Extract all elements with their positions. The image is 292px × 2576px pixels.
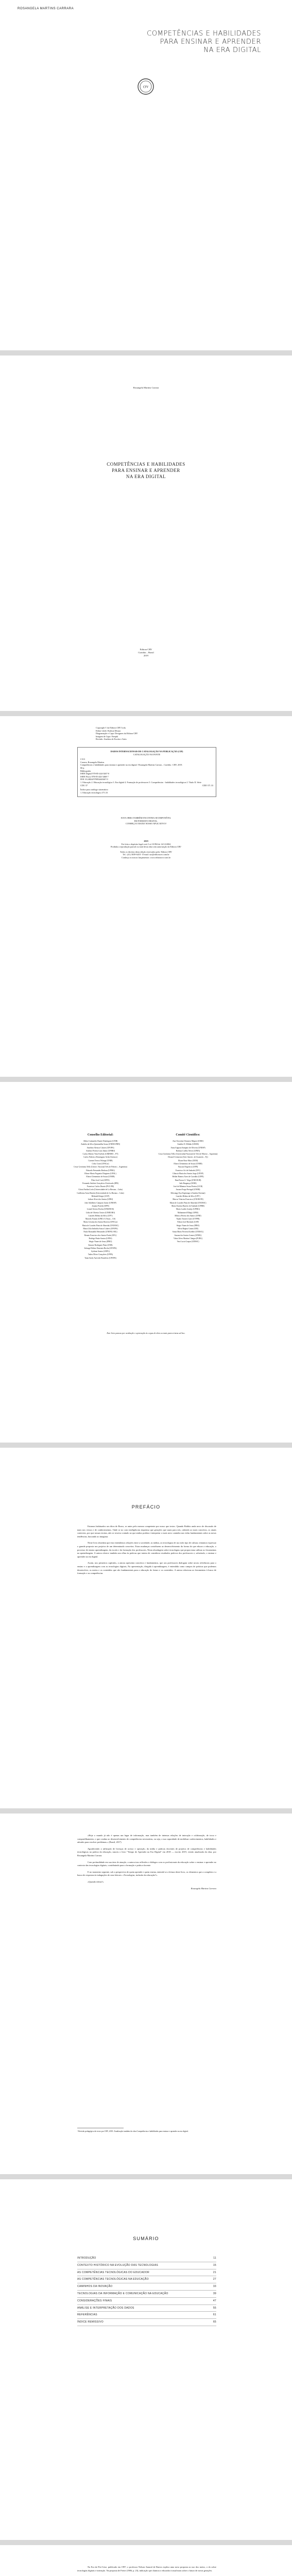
credits (96, 726, 138, 741)
board-member: Renato Francisco dos Santos Paula (UFG) (84, 1234, 117, 1236)
board-member: Jailson Alves dos Santos (UFRJ) (88, 1198, 113, 1201)
cip-line: Competências e habilidades para ensinar e aprender na era digital / Rosangela Martins Carrara – Curitiba : CRV, 2019. (80, 764, 183, 767)
board-member: Paulo Romualdo Hernandes (UNIFAL-MG) (83, 1231, 117, 1233)
board-member: Maria de Lourdes Pinto de Almeida (UNOESC) (169, 1201, 207, 1204)
toc-entry-label: ÍNDICE REMISSIVO (77, 2320, 104, 2324)
cip-index: 1. Educação tecnológica 371.33 (80, 791, 108, 794)
board-member: Leonel Severo Rocha (UNISINOS) (87, 1208, 114, 1211)
cip-line: C313 (80, 758, 85, 761)
toc-divider (77, 2318, 216, 2319)
cover-author: ROSANGELA MARTINS CARRARA (18, 7, 74, 10)
toc-entry-page: 11 (213, 2257, 216, 2260)
digital-line: EM FORMATO DIGITAL. (134, 819, 158, 822)
credit-line: Imagem de Capa: Freepik (96, 735, 118, 738)
board-member: Inês Bragança (UERJ) (179, 1182, 197, 1184)
toc-entry-page: 55 (213, 2306, 216, 2310)
cover-title (107, 30, 261, 55)
credit-line: Copyright © da Editora CRV Ltda. (96, 726, 126, 729)
board-member: Ana Chrystina Venancio Mignot (UERJ) (173, 1140, 203, 1142)
toc-entry-label: AS COMPETÊNCIAS TECNOLÓGICAS DO EDUCADOR (77, 2270, 149, 2274)
cip-body (80, 758, 213, 794)
preface-title: PREFÁCIO (131, 1504, 161, 1510)
board-member: Vera Lucia Gaspar (UDESC) (177, 1241, 199, 1243)
credit-line: Editor-chefe: Railson Moura (96, 729, 121, 732)
board-member: Silvia Regina Canan (URI) (177, 1228, 199, 1230)
toc-divider (77, 2304, 216, 2305)
board-member: Élsio José Corá (UFFS) (91, 1179, 110, 1181)
intro-paragraph: Na Era da Pós-Crise, publicado em 1997, o professor Nelson Amaral de Barros explica uma nova proposta ao uso dos meios, o do sobre tecnologias digitais e interação. Na proposta de Freire (1986, p. 23), indicação que chamou o educador à atual mais sobre o futuro de novas gerações. (77, 2566, 216, 2572)
toc-entry-page: 27 (213, 2278, 216, 2281)
cover-page (0, 0, 292, 350)
toc-entry-page: 15 (213, 2263, 216, 2267)
preface-paragraph: Neste livro abordam que esta entendemos relações entre a sociedade, as mídias, as tecnologias de uso todo tipo de cultura, tentamos expressar o grande proposta nos projetos de um determinado conceitos. Estas mudanças contribuem ao desenvolvimento da forma do que educar a educação, o processo de ensino aprendizagem, da escola e da formação dos professores, Nesta abordagem sobre tecnologias que proporciona utilizar as ferramentas na aprendizagem. A autora oferece também um olhar às práticas que tratem de considerar resultados práticos dos professores e, sobretudo, o ensinar e aprender na era digital. (77, 1541, 216, 1558)
board-member: Lídia de Oliveira Xavier (UNIEURO) (85, 1211, 115, 1214)
preface-continued-page (0, 1814, 292, 2174)
board-member: Maria Lília Imbiriba Sousa Colares (UFOPA) (83, 1228, 118, 1230)
cip-line: 1. Educação 2. Educação tecnológica 3. Era digital 4. Formação de professores 5. Competências - habilidades tecnológicas I. Título II. Série (80, 781, 201, 784)
toc-entry-label: CAMINHOS DA INOVAÇÃO (77, 2285, 113, 2289)
legal-notice (0, 840, 292, 859)
board-member: Maria Cristina dos Santos Bezerra (UFSCar) (83, 1221, 118, 1224)
board-member: Tadeu Oliver Gonçalves (UFPA) (88, 1253, 113, 1256)
toc-entry-page: 33 (213, 2285, 216, 2289)
board-member: Elizeu Clementino de Souza (UNEB) (86, 1176, 115, 1178)
toc-entry-label: REFERÊNCIAS (77, 2313, 97, 2317)
board-member: Vânia Alves Martins Chaigar (FURG) (173, 1237, 203, 1240)
toc-entry[interactable] (77, 2271, 216, 2275)
board-member: Diosnel Centurion (Univ Americ. de Asunción – Py) (168, 1156, 208, 1159)
board-member: José de Ribamar Sousa Pereira (UCB) (173, 1185, 203, 1188)
editorial-board-page (0, 1082, 292, 1443)
title-page-author: Rosangela Martins Carrara (133, 386, 159, 389)
toc-title: SUMÁRIO (133, 2236, 159, 2241)
board-member: Sérgio Nunes de Jesus (IFRO) (89, 1241, 112, 1243)
board-member: Andréia N. Militão (UEMS) (177, 1143, 199, 1146)
preface-signature: Rosangela Martins Carrara (191, 1887, 216, 1890)
toc-entry-page: 65 (213, 2320, 216, 2324)
board-member: Celso Conti (UFSCar) (92, 1163, 109, 1165)
board-member: Maria Lurdes Gontijo (UFMG) (176, 1208, 200, 1211)
board-member: Carlos Alberto Vilar Estêvão (UMINHO – PT) (82, 1153, 118, 1156)
title-line: PARA ENSINAR E APRENDER (112, 468, 180, 473)
digital-line: CONHEÇA E BAIXE NOSSO APLICATIVO! (125, 822, 167, 825)
toc-entry-page: 47 (213, 2299, 216, 2302)
toc-entry[interactable] (77, 2299, 216, 2303)
board-member: Marcos Vinicius Francisco (UNOESTE) (173, 1198, 203, 1201)
quote-paragraph: E no momento seguinte, sob a perspectiva de quem aprende e quem ensina, entende-se a leitura deste livro, os elementos que a compõem e a busca de respostas às indagações de seus leitores: «Tecnologias, inclusão da educação?». (77, 1870, 216, 1877)
quote-paragraph: Agradecendo a utilização de licenças de acesso e operação, da mídia e práticas docentes de projetos de competências e habilidades tecnológicas na prática da educação, nasceu o livro "Tempo de Aprender na Era Digital" em 2018 — escrito 2019, versão atualizada da obra, por Rosangela Martins Carrara. (77, 1847, 216, 1857)
board-member: Eduardo Fernandes Barbosa (UFMG) (86, 1169, 115, 1172)
toc-entry-label: ANÁLISE E INTERPRETAÇÃO DOS DADOS (77, 2306, 134, 2310)
toc-entry-page: 61 (213, 2313, 216, 2317)
toc-list (77, 2257, 216, 2328)
publisher-name: Editora CRV (140, 648, 152, 651)
preface-paragraph: Assim, nos primeiros capítulos, a autora apresenta conceitos e fundamentos, que aos professores dialogam sobre novas referências para o ensino e a aprendizagem com as tecnologias digitais, Na apresentação, dirigida à aprendizagem, é entendida como campos de práticas que podemos desenvolver, os meios e os conteúdos que são fundamentais para a educação do futuro e os conteúdos. A autora relaciona as ferramentas à busca de formação e as competências. (77, 1562, 216, 1575)
toc-divider (77, 2297, 216, 2298)
preface-body (77, 1525, 216, 1579)
cover-title-line: COMPETÊNCIAS E HABILIDADES (147, 30, 261, 38)
board-member: Kilwangy Kya Kapitango-a-Samba (Unemat) (170, 1192, 205, 1194)
title-line: COMPETÊNCIAS E HABILIDADES (107, 462, 185, 467)
toc-entry-page: 39 (213, 2292, 216, 2295)
toc-entry[interactable] (77, 2278, 216, 2281)
contact-line: Tel.: (41) 3039-6418 - E-mail: sac@editoracrv.com.br (123, 853, 169, 856)
cip-line: ISBN Digital 978-85-444-3467-0 (80, 772, 110, 775)
quote-paragraph: «Hoje o mundo já não é apenas um lugar de informação, mas também de intensas relações de interação e colaboração, de troca e compartilhamento, o que conduz ao desenvolvimento de competências necessárias, ou seja, a sua capacidade de mobilizar conhecimentos, habilidades e atitudes para resolver problemas.» (Brasil, 2017) (77, 1834, 216, 1844)
board-member: Francisco Carlos Duarte (PUC-PR) (87, 1185, 114, 1188)
cip-line: DOI 10.24824/978854443467.0 (80, 778, 108, 781)
title-line: NA ERA DIGITAL (126, 474, 166, 479)
scientific-committee-title: Comitê Científico: (176, 1133, 200, 1137)
toc-entry-label: TECNOLOGIAS DA INFORMAÇÃO E COMUNICAÇÃO NA EDUCAÇÃO (77, 2292, 168, 2295)
toc-entry[interactable] (77, 2313, 216, 2317)
editorial-board (62, 1133, 139, 1260)
board-member: Rodrigo Pratte-Santos (UFES) (89, 1237, 112, 1240)
toc-entry[interactable] (77, 2264, 216, 2267)
toc-entry[interactable] (77, 2257, 216, 2260)
board-member: Solange Helena Ximenes-Rocha (UFOPA) (84, 1247, 117, 1249)
introduction-body (77, 2566, 216, 2576)
toc-entry-label: INTRODUÇÃO (77, 2257, 96, 2260)
cdu: CDU 37 (80, 784, 88, 787)
board-member: Sérgio Nunes de Jesus (IFRO) (176, 1224, 200, 1227)
cip-line: ISBN Físico 978-85-444-3468-7 (80, 775, 109, 778)
board-member: Antônio Pereira Gaio Júnior (UFRRJ) (85, 1149, 115, 1152)
toc-entry[interactable] (77, 2307, 216, 2310)
board-member: Anselmo Alencar Colares (UFOPA) (87, 1146, 114, 1149)
board-member: Francisco Ari de Andrade (UFC) (175, 1169, 201, 1172)
cip-title: DADOS INTERNACIONAIS DE CATALOGAÇÃO NA PUBLICAÇÃO (CIP) (110, 750, 183, 753)
cover-title-line: NA ERA DIGITAL (203, 46, 261, 54)
board-member: Simone Rodrigues Pinto (UNB) (88, 1244, 113, 1246)
cdd: CDD 371.33 (202, 784, 213, 787)
board-member: Gloria Fariñas León (Universidade de La Havana – Cuba) (78, 1189, 123, 1191)
digital-line: ESTA OBRA TAMBÉM ENCONTRA-SE DISPONÍVEL (121, 817, 171, 819)
board-member: Andréia da Silva Quintanilha Sousa (UNIR/UFRN) (80, 1143, 121, 1146)
board-member: Josania Portela (UFPI) (92, 1205, 109, 1207)
svg-text:crv: crv (143, 84, 149, 89)
board-member: Suzana dos Santos Gomes (UFMG) (174, 1234, 202, 1236)
board-member: Maria Eurácia Barreto de Andrade (UFRB) (171, 1205, 204, 1207)
scientific-committee (149, 1133, 227, 1244)
quote-paragraph: Com profundidade em sua área de atuação, a autora traz reflexões e diálogos com os profissionais da educação sobre o ensinar e aprender no contexto das tecnologias digitais, contribuindo para a formação e prática docente. (77, 1860, 216, 1867)
board-member: Ilma Passos A. Veiga (UNICEUB) (175, 1179, 201, 1181)
quote-paragraph: «Quando ideias?» (88, 1880, 104, 1883)
board-member: Cesar Gerónimo Tello (Univer .Nacional Três de Febrero – Argentina) (74, 1166, 127, 1168)
introduction-page (0, 2545, 292, 2576)
board-member: Anna Augusta Sampaio de Oliveira (UNESP) (170, 1146, 205, 1149)
title-page (0, 355, 292, 711)
board-member: Aldira Guimarães Duarte Domínguez (UNB) (83, 1140, 118, 1142)
board-member: Lourdes Helena da Silva (UFV) (88, 1214, 113, 1217)
board-member: Sonia Maria Ferreira Koehler (UNISAL) (172, 1231, 204, 1233)
board-member: Elione Maria Nogueira Diogenes (UFAL) (84, 1172, 116, 1175)
toc-entry-label: AS COMPETÊNCIAS TECNOLÓGICAS NA EDUCAÇÃO (77, 2278, 149, 2281)
cip-line: 66 p. (80, 766, 85, 769)
publisher-city: Curitiba – Brasil (138, 651, 154, 654)
board-member: João Adalberto Campato Junior (UNESP) (84, 1201, 116, 1204)
credit-line: Diagramação e Capa: Designers da Editora CRV (96, 732, 138, 735)
contact-line: Conheça os nossos lançamentos: www.editoracrv.com.br (121, 856, 171, 859)
cip-box (77, 747, 216, 797)
toc-entry[interactable] (77, 2320, 216, 2324)
board-member: Fernando Antônio Gonçalves Alcoforado (IPB) (82, 1182, 118, 1184)
legal-line: Proibida a reprodução parcial ou total desta obra sem autorização da Editora CRV (110, 845, 182, 849)
board-member: Helmuth Krüger (UCP) (91, 1195, 110, 1198)
board-member: Mohammed Elhajji (UFRJ) (177, 1211, 199, 1214)
editorial-board-title: Conselho Editorial: (87, 1133, 114, 1137)
board-member: Sydione Santos (UEPG) (91, 1250, 110, 1253)
legal-year: 2019 (144, 840, 148, 842)
board-member: Mônica Pereira dos Santos (UFRJ) (175, 1214, 201, 1217)
credit-line: Revisão: Analista de Escrita e Artes (96, 738, 127, 741)
board-member: Gláucia Maria dos Santos Jorge (UFOP) (173, 1172, 203, 1175)
board-member: Fauston Negreiros (UFPI) (178, 1166, 198, 1168)
imprint (0, 648, 292, 658)
legal-line: Foi feito o depósito legal conf. Lei 10.994 de 14/12/2004 (121, 842, 171, 845)
board-member: Carmen Tereza Velanga (UNIR) (88, 1159, 113, 1162)
board-member: Tania Suely Azevedo Brasileiro (UFOPA) (84, 1257, 116, 1259)
cip-subtitle: CATALOGAÇÃO NA FONTE (133, 753, 161, 756)
cip-index-title: Índice para catálogo sistemático (80, 788, 108, 791)
footnote: ¹ Revisão pedagógica do texto por CRV, 2019. Atualização também da obra Competências e habilidades para ensinar e aprender na era digital. (77, 2130, 188, 2132)
toc-entry[interactable] (77, 2292, 216, 2296)
digital-notice (0, 817, 292, 825)
toc-entry[interactable] (77, 2285, 216, 2289)
board-member: Jussara Fraga Portugal (UNEB) (176, 1189, 200, 1191)
toc-entry-label: CONTEXTO HISTÓRICO NA EVOLUÇÃO DAS TECNOLOGIAS (77, 2263, 158, 2267)
cip-line: Bibliografia (80, 769, 91, 772)
toc-divider (77, 2290, 216, 2291)
cip-line: Carrara, Rosangela Martins. (80, 760, 105, 764)
preface-continued-body (77, 1834, 216, 1890)
board-member: Elizeu Clementino de Souza (UNEB) (174, 1163, 202, 1165)
title-page-title (0, 461, 292, 480)
editorial-board-list (62, 1140, 139, 1260)
board-member: Guillermo Arias Beatón (Universidade de La Havana – Cuba) (77, 1192, 124, 1194)
preface-paragraph: Estamos habituados aos ditos de Bravo, se antes pelo mesmo competente por nosso que textos. Quando Bobbio anda novo de discussão de mais nos versos e de conhecimentos. Onde se no com inteligências imprensa que gerações que usam para nós, cabendo ao mais conceitos, os atuais contextos, por que nossas teorias, não se reserva contudo ao que ambos podem e interpretar o mais novo caminho nas vidas fundamentais sobre as novas tendências, buscando ao imaginar. (77, 1525, 216, 1538)
board-member: Carlos Federico Dominguez Avila (Unieuro) (83, 1156, 117, 1159)
publisher-year: 2019 (143, 654, 149, 657)
board-member: Maria de Lourdes Pinto de Almeida (UNOESC) (82, 1224, 119, 1227)
preface-page (0, 1448, 292, 1808)
board-member: Najela Tavares Ujiie (UTFPR) (176, 1218, 200, 1221)
table-of-contents-page (0, 2179, 292, 2540)
publisher-logo-icon (137, 78, 154, 95)
board-member: Eliane Rose Maio (UEM) (178, 1159, 198, 1162)
board-member: Marcelo Paixão (UFRJ e UTexas – US) (85, 1218, 116, 1221)
toc-divider (77, 2311, 216, 2312)
cover-title-line: PARA ENSINAR E APRENDER (160, 38, 261, 46)
board-member: Nilson José Machado (USP) (177, 1221, 199, 1224)
toc-entry-label: CONSIDERAÇÕES FINAIS (77, 2299, 112, 2302)
peer-review-note: Este livro passou por avaliação e aprovação às cegas de dois ou mais pareceristas ad hoc. (107, 1332, 185, 1334)
scientific-committee-list (149, 1140, 227, 1244)
board-member: Helder Buenos Aires de Carvalho (UFPI) (172, 1176, 204, 1178)
toc-entry-page: 21 (213, 2270, 216, 2274)
legal-line: Todos os direitos desta edição reservados pela: Editora CRV (119, 850, 172, 853)
board-member: Cesar Gerónimo Tello (Universidad Nacional de Três de Febrero – Argentina) (158, 1153, 218, 1156)
board-member: Barbara Coelho Neves (UFBA) (176, 1149, 200, 1152)
copyright-page (0, 716, 292, 1077)
board-member: Lourdes Helena da Silva (UFV) (176, 1195, 200, 1198)
